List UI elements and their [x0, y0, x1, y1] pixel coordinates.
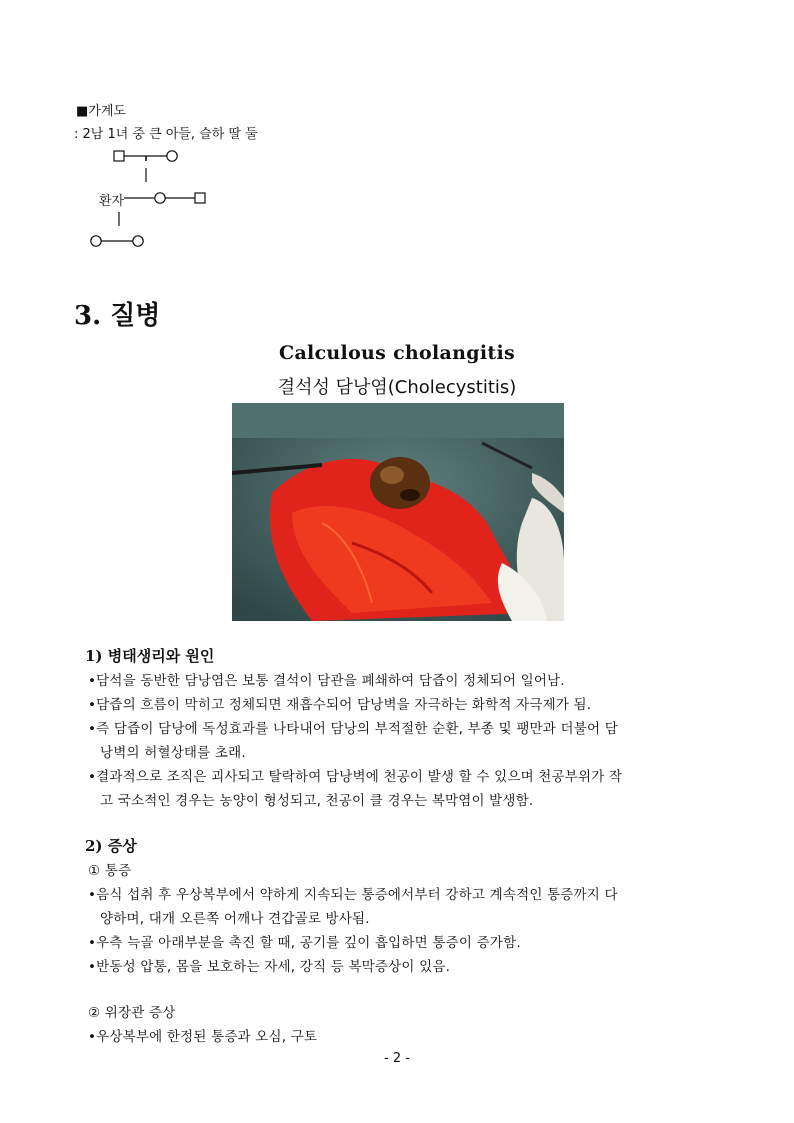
patient-label: 환자	[99, 194, 125, 209]
family-tree-description: : 2남 1녀 중 큰 아들, 슬하 딸 둘	[74, 127, 258, 142]
list-item-continuation: 낭벽의 허혈상태를 초래.	[100, 745, 246, 761]
disease-title-en: Calculous cholangitis	[279, 342, 515, 364]
list-item: •음식 섭취 후 우상복부에서 약하게 지속되는 통증에서부터 강하고 계속적인 통증까지 다	[88, 887, 618, 903]
pathophysiology-title: 1) 병태생리와 원인	[85, 647, 215, 665]
list-item: •결과적으로 조직은 괴사되고 탈락하여 담낭벽에 천공이 발생 할 수 있으며 천공부위가 작	[88, 769, 623, 785]
daughter-symbol	[133, 236, 143, 246]
grandfather-symbol	[114, 151, 124, 161]
list-item-continuation: 양하며, 대개 오른쪽 어깨나 견갑골로 방사됨.	[100, 911, 370, 927]
family-tree-title: ■가계도	[76, 104, 126, 119]
sister-symbol	[155, 193, 165, 203]
gi-symptoms-subtitle: ② 위장관 증상	[88, 1005, 176, 1021]
pain-subtitle: ① 통증	[88, 863, 132, 879]
gallbladder-surgery-photo	[232, 403, 564, 621]
daughter-symbol	[91, 236, 101, 246]
list-item: •즉 담즙이 담낭에 독성효과를 나타내어 담낭의 부적절한 순환, 부종 및 팽만과 더불어 담	[88, 721, 618, 737]
page-number: - 2 -	[384, 1051, 410, 1066]
section-heading: 3. 질병	[74, 301, 161, 331]
disease-title-ko: 결석성 담낭염(Cholecystitis)	[277, 377, 517, 398]
list-item-continuation: 고 국소적인 경우는 농양이 형성되고, 천공이 클 경우는 복막염이 발생함.	[100, 793, 534, 809]
symptoms-title: 2) 증상	[85, 837, 137, 855]
brother-symbol	[195, 193, 205, 203]
list-item: •담석을 동반한 담낭염은 보통 결석이 담관을 폐쇄하여 담즙이 정체되어 일어남.	[88, 673, 565, 689]
list-item: •반동성 압통, 몸을 보호하는 자세, 강직 등 복막증상이 있음.	[88, 959, 451, 975]
list-item: •담즙의 흐름이 막히고 정체되면 재흡수되어 담낭벽을 자극하는 화학적 자극제가 됨.	[88, 697, 592, 713]
grandmother-symbol	[167, 151, 177, 161]
list-item: •우상복부에 한정된 통증과 오심, 구토	[88, 1029, 318, 1045]
list-item: •우측 늑골 아래부분을 촉진 할 때, 공기를 깊이 흡입하면 통증이 증가함.	[88, 935, 521, 951]
